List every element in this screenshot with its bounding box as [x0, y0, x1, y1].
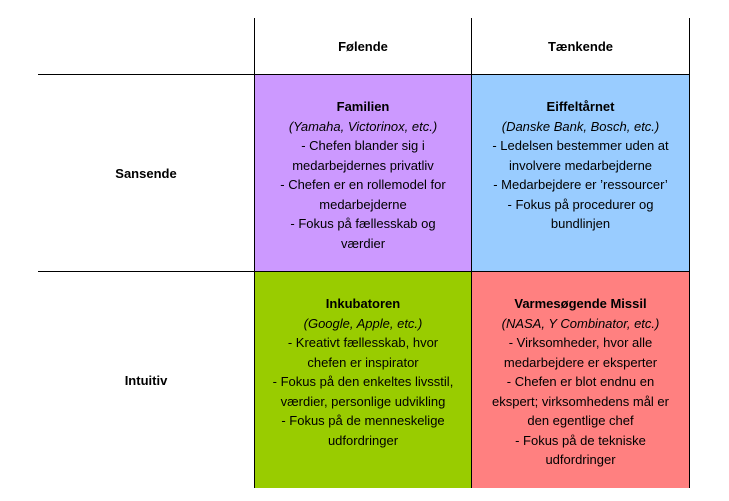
quadrant-item-line: værdier: [340, 235, 386, 251]
quadrant-items: [472, 136, 689, 234]
quadrant-examples: (Google, Apple, etc.): [303, 315, 423, 331]
row-label-intuitiv: Intuitiv: [124, 372, 168, 388]
quadrant-item-line: - Chefen blander sig i: [301, 138, 425, 153]
quadrant-title: Varmesøgende Missil: [514, 296, 647, 311]
grid-line-vertical-right: [689, 18, 690, 488]
quadrant-item-line: involvere medarbejderne: [508, 157, 653, 173]
quadrant-familien: [255, 75, 471, 271]
quadrant-title: Eiffeltårnet: [546, 99, 615, 114]
quadrant-item-line: - Virksomheder, hvor alle: [508, 335, 653, 350]
column-header-folende: Følende: [338, 38, 388, 54]
quadrant-inkubatoren: [255, 272, 471, 488]
quadrant-item-line: medarbejdere er eksperter: [503, 354, 658, 370]
quadrant-item-line: værdier, personlige udvikling: [280, 393, 446, 409]
quadrant-item-line: udfordringer: [327, 432, 399, 448]
column-header-taenkende: Tænkende: [547, 38, 613, 54]
quadrant-title: Inkubatoren: [325, 296, 401, 311]
quadrant-items: [255, 333, 471, 450]
quadrant-items: [255, 136, 471, 253]
row-label-sansende: Sansende: [115, 165, 177, 181]
quadrant-item-line: - Medarbejdere er ’ressourcer’: [493, 177, 668, 192]
quadrant-title: Familien: [336, 99, 390, 114]
quadrant-varmesogende-missil: [472, 272, 689, 488]
quadrant-item-line: bundlinjen: [550, 216, 611, 231]
quadrant-items: [472, 333, 689, 470]
quadrant-item-line: - Fokus på de tekniske: [515, 432, 646, 448]
quadrant-eiffeltaarnet: [472, 75, 689, 271]
quadrant-item-line: - Fokus på den enkeltes livsstil,: [272, 374, 454, 389]
quadrant-item-line: udfordringer: [545, 452, 616, 467]
quadrant-examples: (Danske Bank, Bosch, etc.): [501, 118, 660, 134]
quadrant-item-line: chefen er inspirator: [307, 354, 419, 370]
quadrant-item-line: - Chefen er blot endnu en: [506, 374, 655, 389]
quadrant-item-line: medarbejdernes privatliv: [292, 157, 434, 173]
quadrant-item-line: ekspert; virksomhedens mål er: [491, 393, 669, 409]
quadrant-item-line: - Kreativt fællesskab, hvor: [287, 335, 439, 350]
quadrant-item-line: - Fokus på fællesskab og: [290, 216, 436, 231]
quadrant-examples: (NASA, Y Combinator, etc.): [501, 315, 660, 331]
quadrant-item-line: medarbejderne: [319, 196, 407, 212]
quadrant-item-line: - Fokus på procedurer og: [507, 196, 654, 212]
quadrant-item-line: - Ledelsen bestemmer uden at: [492, 138, 669, 153]
quadrant-item-line: den egentlige chef: [527, 413, 634, 428]
quadrant-examples: (Yamaha, Victorinox, etc.): [288, 118, 438, 134]
quadrant-item-line: - Chefen er en rollemodel for: [280, 177, 446, 192]
quadrant-item-line: - Fokus på de menneskelige: [281, 413, 445, 428]
